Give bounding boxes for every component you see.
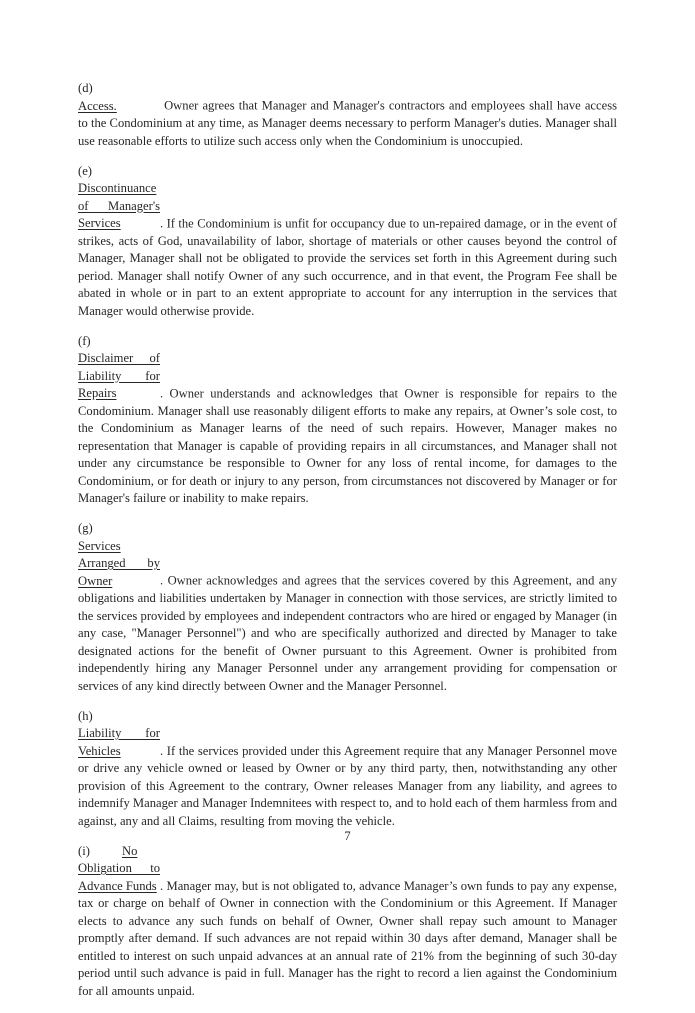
clause-text-i: . Manager may, but is not obligated to, advance Manager’s own funds to pay any expense, tax or charge on behalf of Owner in connection with the Condominium or this Agreement. If Manager elects to advance any such funds on behalf of Owner, Owner shall repay such amount to Manager promptly after demand. If such advances are not repaid within 30 days after demand, Manager shall be entitled to interest on such unpaid advances at an annual rate of 21% from the beginning of such 30-day period until such advance is paid in full. Manager has the right to record a lien against the Condominium for all amounts unpaid. xyxy=(78,878,617,998)
clause-paragraph-d xyxy=(78,80,617,150)
clause-heading-f: Disclaimer of Liability for Repairs xyxy=(78,351,160,400)
clause-label-d: (d) xyxy=(78,81,93,95)
clause-lead-g xyxy=(78,520,160,590)
clause-lead-e xyxy=(78,163,160,233)
clause-heading-i: No Obligation to Advance Funds xyxy=(78,843,160,893)
clause-paragraph-h xyxy=(78,708,617,831)
clause-text-g: . Owner acknowledges and agrees that the services covered by this Agreement, and any obligations and liabilities undertaken by Manager in connection with those services, are strictly limited to the services provided by employees and independent contractors who are hired or engaged by Manager (in any case, "Manager Personnel") and who are specifically authorized and directed by Manager to take designated actions for the benefit of Owner pursuant to this Agreement. Owner is prohibited from independently hiring any Manager Personnel under any arrangement providing for compensation or services of any kind directly between Owner and the Manager Personnel. xyxy=(78,573,617,693)
clause-text-h: . If the services provided under this Agreement require that any Manager Personnel move or drive any vehicle owned or leased by Owner or by any third party, then, notwithstanding any other provision of this Agreement to the contrary, Owner releases Manager from any liability, and agrees to indemnify Manager and Manager Indemnitees with respect to, and to hold each of them harmless from and against, any and all Claims, resulting from moving the vehicle. xyxy=(78,743,617,828)
clause-paragraph-e xyxy=(78,163,617,321)
clause-label-e: (e) xyxy=(78,163,92,178)
clause-text-e: . If the Condominium is unfit for occupancy due to un-repaired damage, or in the event of strikes, acts of God, unavailability of labor, shortage of materials or other causes beyond the control of Manager, Manager shall not be obligated to provide the services set forth in this Agreement during such period. Manager shall notify Owner of any such occurrence, and in that event, the Program Fee shall be abated in whole or in part to an extent appropriate to account for any interruption in the services that Manager would otherwise provide. xyxy=(78,216,617,318)
clause-paragraph-f xyxy=(78,333,617,508)
clause-label-f: (f) xyxy=(78,333,91,348)
clause-text-d: Owner agrees that Manager and Manager's contractors and employees shall have access to the Condominium at any time, as Manager deems necessary to perform Manager's duties. Manager shall use reasonable efforts to utilize such access only when the Condominium is unoccupied. xyxy=(78,98,617,148)
document-body xyxy=(78,80,617,1013)
clause-lead-h xyxy=(78,708,160,761)
clause-paragraph-i xyxy=(78,843,617,1001)
clause-label-h: (h) xyxy=(78,708,93,723)
clause-lead-f xyxy=(78,333,160,403)
clause-heading-d: Access. xyxy=(78,98,117,113)
clause-label-g: (g) xyxy=(78,521,93,535)
clause-heading-g: Services Arranged by Owner xyxy=(78,538,160,588)
clause-lead-d xyxy=(78,80,160,115)
clause-text-f: . Owner understands and acknowledges that Owner is responsible for repairs to the Condominium. Manager shall use reasonably diligent efforts to make any repairs, at Owner’s sole cost, to the Condominium as Manager learns of the need of such repairs. However, Manager makes no representation that Manager is capable of providing repairs in all circumstances, and Manager shall not under any circumstance be responsible to Owner for any loss of rental income, for damages to the Condominium, or for death or injury to any person, from circumstances not discovered by Manager or for Manager's failure or inability to make repairs. xyxy=(78,386,617,505)
clause-label-i: (i) xyxy=(78,843,90,858)
clause-heading-h: Liability for Vehicles xyxy=(78,726,160,758)
page-number: 7 xyxy=(344,829,351,843)
clause-paragraph-g xyxy=(78,520,617,695)
clause-heading-e: Discontinuance of Manager's Services xyxy=(78,181,160,230)
clause-lead-i xyxy=(78,843,160,896)
